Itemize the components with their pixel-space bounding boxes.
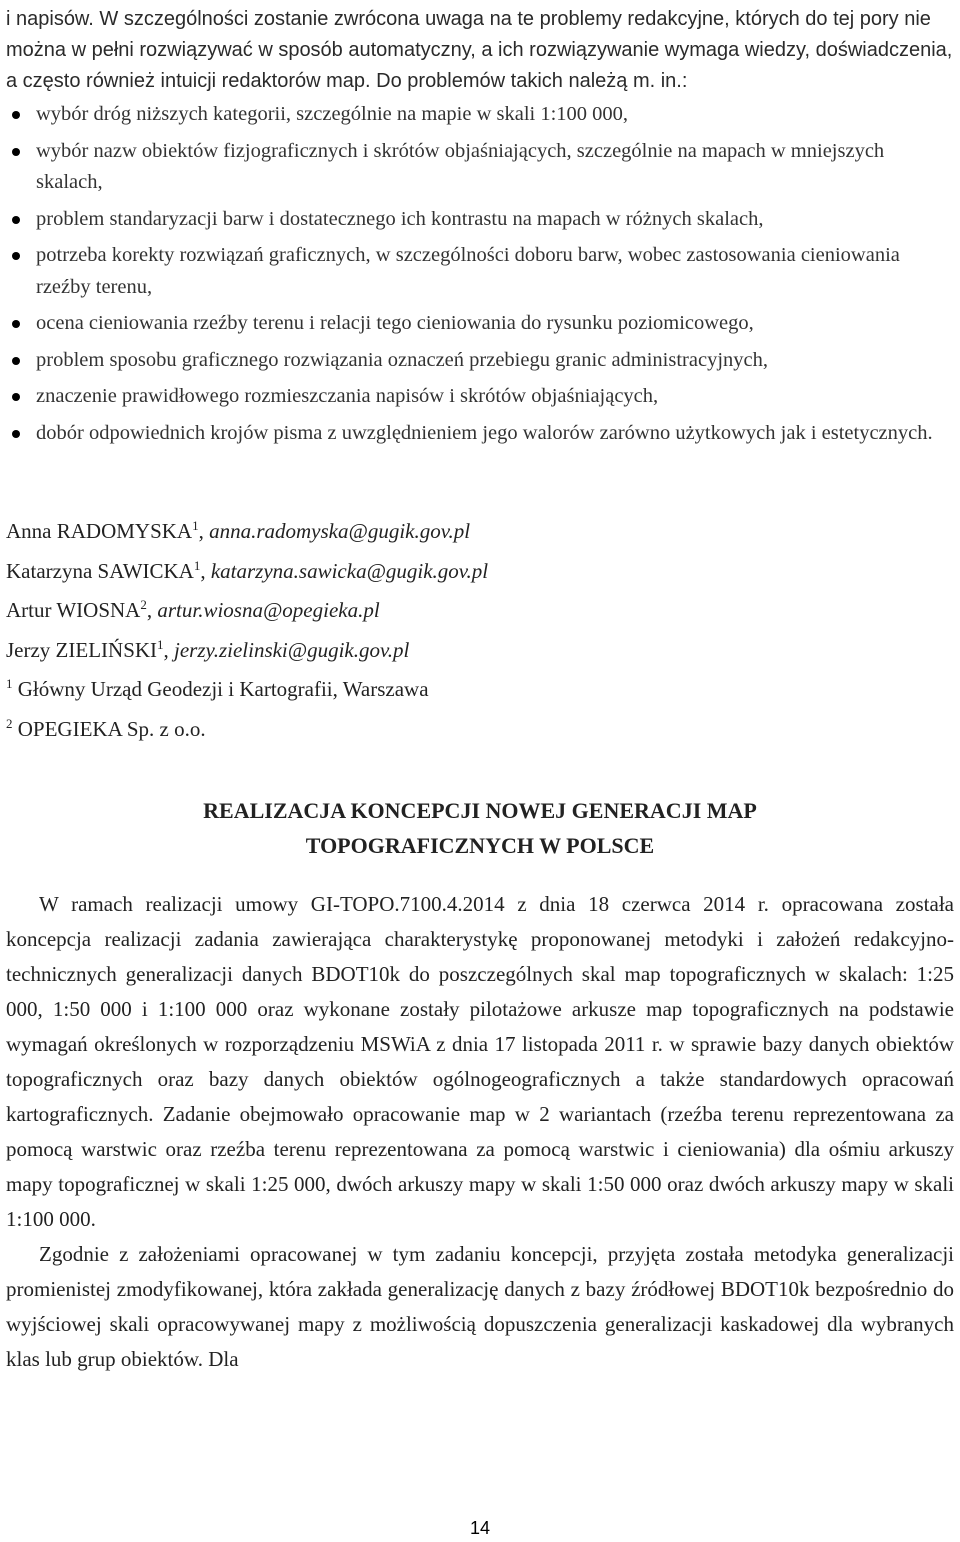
document-page: [6, 0, 954, 1377]
list-item-text: problem standaryzacji barw i dostatecznego ich kontrastu na mapach w różnych skalach,: [36, 207, 764, 230]
author-block: [6, 509, 954, 746]
list-item: [6, 308, 954, 340]
list-item: [6, 345, 954, 377]
author-name: Jerzy ZIELIŃSKI: [6, 637, 158, 662]
bullet-icon: [12, 216, 20, 224]
author-email-link[interactable]: katarzyna.sawicka@gugik.gov.pl: [210, 558, 489, 583]
page-number: 14: [469, 1518, 491, 1538]
author-entry: Artur WIOSNA$^2$, artur.wiosna@opegieka.pl: [6, 597, 380, 622]
bullet-icon: [12, 393, 20, 401]
list-item-text: problem sposobu graficznego rozwiązania oznaczeń przebiegu granic administracyjnych,: [36, 348, 768, 371]
author-name: Katarzyna SAWICKA: [6, 558, 194, 583]
affiliation-text: OPEGIEKA Sp. z o.o.: [17, 716, 206, 741]
bullet-icon: [12, 111, 20, 119]
bullet-icon: [12, 252, 20, 260]
bullet-icon: [12, 357, 20, 365]
list-item-text: ocena cieniowania rzeźby terenu i relacji tego cieniowania do rysunku poziomicowego,: [36, 312, 754, 334]
bullet-icon: [12, 430, 20, 438]
author-email-link[interactable]: jerzy.zielinski@gugik.gov.pl: [174, 637, 410, 662]
affiliation-marker: 1: [193, 557, 201, 573]
affiliation-marker: 1: [157, 636, 164, 652]
body-paragraph: Zgodnie z założeniami opracowanej w tym zadaniu koncepcji, przyjęta została metodyka generalizacji promienistej zmodyfikowanej, która zakłada generalizację danych z bazy źródłowej BDOT10k bezpośrednio do wyjściowej skali opracowywanej mapy z możliwością dopuszczenia generalizacji kaskadowej dla wybranych klas lub grup obiektów. Dla: [6, 1242, 954, 1371]
author-entry: Katarzyna SAWICKA$^1$, katarzyna.sawicka@gugik.gov.pl: [6, 557, 489, 583]
list-item-text: potrzeba korekty rozwiązań graficznych, w szczególności doboru barw, wobec zastosowania cieniowania rzeźby terenu,: [36, 244, 900, 298]
list-item-text: znaczenie prawidłowego rozmieszczania napisów i skrótów objaśniających,: [36, 385, 659, 407]
author-name: Anna RADOMYSKA: [6, 519, 193, 543]
affiliation-entry: [6, 667, 954, 707]
problem-list: [6, 99, 954, 449]
list-item: [6, 418, 954, 450]
list-item-text: dobór odpowiednich krojów pisma z uwzględnieniem jego walorów zarówno użytkowych jak i estetycznych.: [36, 421, 933, 444]
affiliation-marker: 1: [192, 518, 199, 533]
list-item: [6, 99, 954, 131]
article-title-line: REALIZACJA KONCEPCJI NOWEJ GENERACJI MAP: [203, 798, 757, 823]
affiliation-marker: 2: [140, 597, 147, 612]
affiliation-text: Główny Urząd Geodezji i Kartografii, Warszawa: [17, 677, 429, 701]
author-email-link[interactable]: anna.radomyska@gugik.gov.pl: [209, 519, 471, 543]
list-item: [6, 240, 954, 303]
list-item-text: wybór dróg niższych kategorii, szczególnie na mapie w skali 1:100 000,: [36, 103, 629, 125]
article-title: [6, 793, 954, 863]
list-item: [6, 381, 954, 413]
affiliation-entry: [6, 707, 954, 747]
affiliation-number: 2: [6, 715, 13, 731]
author-name: Artur WIOSNA: [6, 598, 141, 622]
intro-paragraph: i napisów. W szczególności zostanie zwrócona uwaga na te problemy redakcyjne, których do tej pory nie można w pełni rozwiązywać w sposób automatyczny, a ich rozwiązywanie wymaga wiedzy, doświadczenia, a często również intuicji redaktorów map. Do problemów takich należą m. in.:: [6, 8, 953, 92]
list-item-text: wybór nazw obiektów fizjograficznych i skrótów objaśniających, szczególnie na mapach w mniejszych skalach,: [36, 139, 885, 193]
body-paragraph: W ramach realizacji umowy GI-TOPO.7100.4.2014 z dnia 18 czerwca 2014 r. opracowana została koncepcja realizacji zadania zawierająca charakterystykę proponowanej metodyki i założeń redakcyjno-technicznych generalizacji danych BDOT10k do poszczególnych skal map topograficznych w skalach: 1:25 000, 1:50 000 i 1:100 000 oraz wykonane zostały pilotażowe arkusze map topograficznych na podstawie wymagań określonych w rozporządzeniu MSWiA z dnia 17 listopada 2011 r. w sprawie bazy danych obiektów topograficznych oraz bazy danych obiektów ogólnogeograficznych a także standardowych opracowań kartograficznych. Zadanie obejmowało opracowanie map w 2 wariantach (rzeźba terenu reprezentowana za pomocą warstwic oraz rzeźba terenu reprezentowana za pomocą warstwic i cieniowania) dla ośmiu arkuszy mapy topograficznej w skali 1:25 000, dwóch arkuszy mapy w skali 1:50 000 oraz dwóch arkuszy mapy w skali 1:100 000.: [6, 892, 954, 1231]
bullet-icon: [12, 148, 20, 156]
list-item: [6, 136, 954, 199]
affiliation-number: 1: [6, 676, 13, 691]
article-title-line: TOPOGRAFICZNYCH W POLSCE: [305, 833, 655, 858]
author-entry: Jerzy ZIELIŃSKI$^1$, jerzy.zielinski@gugik.gov.pl: [6, 636, 410, 662]
author-email-link[interactable]: artur.wiosna@opegieka.pl: [157, 598, 380, 622]
bullet-icon: [12, 320, 20, 328]
author-entry: Anna RADOMYSKA$^1$, anna.radomyska@gugik.gov.pl: [6, 518, 471, 543]
list-item: [6, 204, 954, 236]
